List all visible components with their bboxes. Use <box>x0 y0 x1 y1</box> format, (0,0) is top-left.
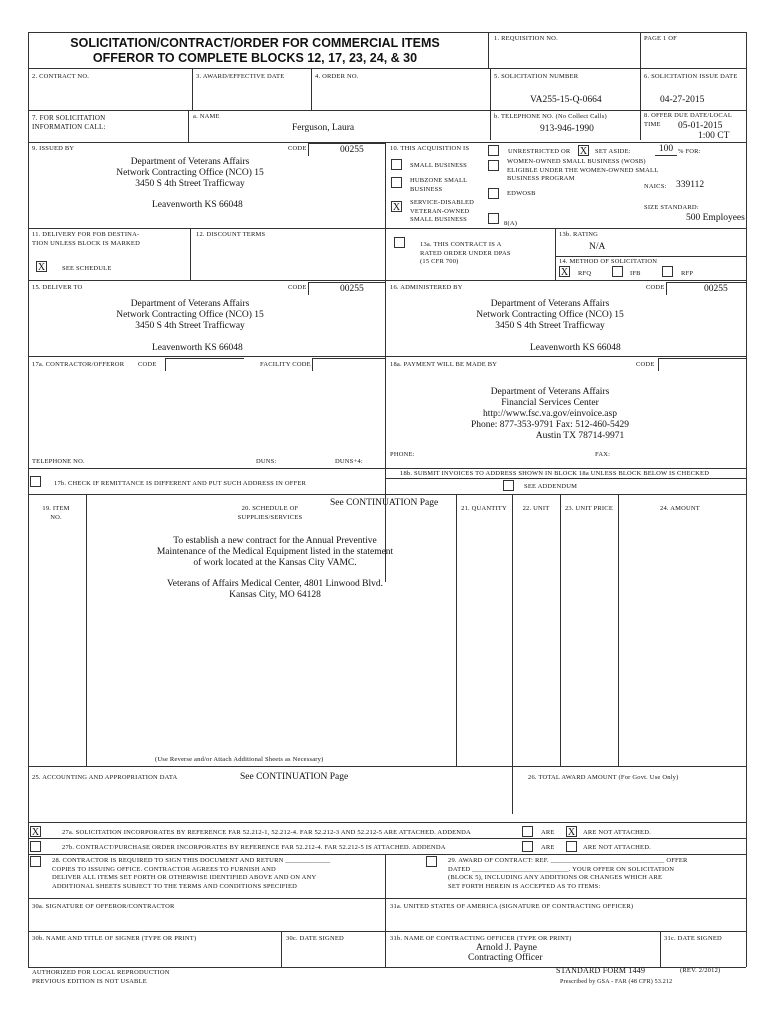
footer-reproduction: AUTHORIZED FOR LOCAL REPRODUCTION <box>32 969 170 976</box>
name-label: a. NAME <box>193 113 220 120</box>
quantity-header: 21. QUANTITY <box>461 505 507 512</box>
co-title: Contracting Officer <box>468 953 543 963</box>
info-call-label: 7. FOR SOLICITATION INFORMATION CALL: <box>32 114 106 131</box>
rated-order-label: 13a. THIS CONTRACT IS A RATED ORDER UNDER DPAS (15 CFR 700) <box>420 241 511 265</box>
reverse-note: (Use Reverse and/or Attach Additional Sheets as Necessary) <box>155 756 324 763</box>
issued-by-code: 00255 <box>340 145 364 155</box>
payment-line: Financial Services Center <box>501 398 599 408</box>
deliver-to-code: 00255 <box>340 284 364 294</box>
administered-by-line: Network Contracting Office (NCO) 15 <box>476 310 624 320</box>
offeror-date-label: 30c. DATE SIGNED <box>286 935 344 942</box>
block-29-checkbox[interactable] <box>426 856 437 867</box>
small-business-label: SMALL BUSINESS <box>410 162 467 169</box>
wosb-label: WOMEN-OWNED SMALL BUSINESS (WOSB) ELIGIBLE UNDER THE WOMEN-OWNED SMALL BUSINESS PROGRAM <box>507 158 659 182</box>
deliver-to-line: Department of Veterans Affairs <box>130 299 250 309</box>
hubzone-label: HUBZONE SMALL BUSINESS <box>410 177 468 193</box>
co-name: Arnold J. Payne <box>476 943 537 953</box>
payment-line: Phone: 877-353-9791 Fax: 512-460-5429 <box>470 420 630 430</box>
acquisition-label: 10. THIS ACQUISITION IS <box>390 145 470 152</box>
set-aside-label: SET ASIDE: <box>595 148 631 155</box>
see-schedule-label: SEE SCHEDULE <box>62 265 112 272</box>
unrestricted-label: UNRESTRICTED OR <box>508 148 571 155</box>
edwosb-label: EDWOSB <box>507 190 536 197</box>
sdvosb-checkbox[interactable]: X <box>392 202 401 213</box>
ifb-label: IFB <box>630 270 641 277</box>
small-business-checkbox[interactable] <box>391 159 402 170</box>
unrestricted-checkbox[interactable] <box>488 145 499 156</box>
27b-are-checkbox[interactable] <box>522 841 533 852</box>
block-28-text <box>52 857 382 891</box>
footer-form-number: STANDARD FORM 1449 <box>556 966 646 975</box>
offer-due-label: 8. OFFER DUE DATE/LOCAL TIME <box>644 112 732 128</box>
requisition-label: 1. REQUISITION NO. <box>494 35 558 42</box>
supplies-header: 20. SCHEDULE OF SUPPLIES/SERVICES <box>237 505 303 521</box>
deliver-to-code-label: CODE <box>288 284 307 291</box>
unit-header: 22. UNIT <box>522 505 550 512</box>
discount-terms-label: 12. DISCOUNT TERMS <box>196 231 266 238</box>
solicitation-number: VA255-15-Q-0664 <box>530 95 602 105</box>
accounting-value: See CONTINUATION Page <box>240 772 349 782</box>
contractor-code-label: CODE <box>138 361 157 368</box>
footer-revision: (REV. 2/2012) <box>680 967 721 974</box>
hubzone-checkbox[interactable] <box>391 177 402 188</box>
block-29-line: 29. AWARD OF CONTRACT: REF. _________________________________ OFFER <box>448 857 688 864</box>
issued-by-code-label: CODE <box>288 145 307 152</box>
issued-by-line: Department of Veterans Affairs <box>130 157 250 167</box>
far-27b-label: 27b. CONTRACT/PURCHASE ORDER INCORPORATES BY REFERENCE FAR 52.212-4. FAR 52.212-5 IS ATTACHED. ADDENDA <box>62 844 446 851</box>
payment-code-label: CODE <box>636 361 655 368</box>
location-line: Kansas City, MO 64128 <box>229 590 321 600</box>
form-title-line2: OFFEROR TO COMPLETE BLOCKS 12, 17, 23, 24, & 30 <box>92 51 418 65</box>
issued-by-address <box>60 157 320 190</box>
rating-label: 13b. RATING <box>559 231 599 238</box>
payment-line: Department of Veterans Affairs <box>490 387 610 397</box>
deliver-to-line: 3450 S 4th Street Trafficway <box>135 321 245 331</box>
administered-by-city: Leavenworth KS 66048 <box>530 343 621 353</box>
issued-by-line: Network Contracting Office (NCO) 15 <box>116 168 264 178</box>
telephone-number: 913-946-1990 <box>540 124 594 134</box>
edwosb-checkbox[interactable] <box>488 188 499 199</box>
payment-address <box>430 387 670 442</box>
far-27b-checkbox[interactable] <box>30 841 41 852</box>
contact-name: Ferguson, Laura <box>292 123 355 133</box>
see-schedule-checkbox[interactable]: X <box>37 262 46 273</box>
item-no-header: 19. ITEM NO. <box>42 505 70 521</box>
delivery-fob-label: 11. DELIVERY FOR FOB DESTINA-TION UNLESS BLOCK IS MARKED <box>32 231 140 247</box>
27a-not-attached-label: ARE NOT ATTACHED. <box>583 829 651 836</box>
award-date-label: 3. AWARD/EFFECTIVE DATE <box>196 73 285 80</box>
eight-a-checkbox[interactable] <box>488 213 499 224</box>
payment-phone-label: PHONE: <box>390 451 415 458</box>
administered-by-address <box>420 299 680 332</box>
issued-by-label: 9. ISSUED BY <box>32 145 75 152</box>
27a-not-attached-checkbox[interactable]: X <box>567 827 576 838</box>
far-27a-checkbox[interactable]: X <box>31 827 40 838</box>
size-standard: 500 Employees <box>686 213 745 223</box>
offer-due-date: 05-01-2015 <box>678 121 723 131</box>
remittance-checkbox[interactable] <box>30 476 41 487</box>
description-line: To establish a new contract for the Annual Preventive <box>173 536 377 546</box>
contract-no-label: 2. CONTRACT NO. <box>32 73 90 80</box>
block-29-line: DATED ____________________________. YOUR OFFER ON SOLICITATION <box>448 865 675 873</box>
wosb-checkbox[interactable] <box>488 160 499 171</box>
telephone-no-label: TELEPHONE NO. <box>32 458 85 465</box>
issued-by-line: 3450 S 4th Street Trafficway <box>135 179 245 189</box>
block-28-line: COPIES TO ISSUING OFFICE. CONTRACTOR AGREES TO FURNISH AND <box>52 865 276 873</box>
ifb-checkbox[interactable] <box>612 266 623 277</box>
schedule-description <box>110 536 440 569</box>
contractor-label: 17a. CONTRACTOR/OFFEROR <box>32 361 125 368</box>
sdvosb-label: SERVICE-DISABLED VETERAN-OWNED SMALL BUSINESS <box>410 199 475 223</box>
signer-name-label: 30b. NAME AND TITLE OF SIGNER (TYPE OR PRINT) <box>32 935 197 942</box>
deliver-to-label: 15. DELIVER TO <box>32 284 83 291</box>
block-29-line: SET FORTH HEREIN IS ACCEPTED AS TO ITEMS: <box>448 882 601 890</box>
location-line: Veterans of Affairs Medical Center, 4801 Linwood Blvd. <box>166 579 384 589</box>
footer-previous-edition: PREVIOUS EDITION IS NOT USABLE <box>32 978 147 985</box>
co-name-label: 31b. NAME OF CONTRACTING OFFICER (TYPE OR PRINT) <box>390 935 572 942</box>
co-date-label: 31c. DATE SIGNED <box>664 935 722 942</box>
administered-by-code: 00255 <box>704 284 728 294</box>
rated-order-checkbox[interactable] <box>394 237 405 248</box>
deliver-to-city: Leavenworth KS 66048 <box>152 343 243 353</box>
block-28-line: DELIVER ALL ITEMS SET FORTH OR OTHERWISE IDENTIFIED ABOVE AND ON ANY <box>52 874 317 881</box>
payment-label: 18a. PAYMENT WILL BE MADE BY <box>390 361 498 368</box>
far-27a-label: 27a. SOLICITATION INCORPORATES BY REFERENCE FAR 52.212-1, 52.212-4. FAR 52.212-3 AND 52.212-5 ARE ATTACHED. ADDENDA <box>62 829 471 836</box>
percent-for-label: % FOR: <box>678 148 701 155</box>
telephone-label: b. TELEPHONE NO. (No Collect Calls) <box>494 113 607 120</box>
27a-are-label: ARE <box>541 829 555 836</box>
duns4-label: DUNS+4: <box>335 458 363 465</box>
order-no-label: 4. ORDER NO. <box>315 73 359 80</box>
facility-code-label: FACILITY CODE <box>260 361 311 368</box>
footer-prescribed: Prescribed by GSA - FAR (48 CFR) 53.212 <box>560 979 673 985</box>
accounting-label: 25. ACCOUNTING AND APPROPRIATION DATA <box>32 774 178 781</box>
set-aside-percent: 100 <box>655 144 677 156</box>
eight-a-label: 8(A) <box>504 220 518 227</box>
form-title-line1: SOLICITATION/CONTRACT/ORDER FOR COMMERCIAL ITEMS <box>70 36 440 50</box>
rfp-checkbox[interactable] <box>662 266 673 277</box>
issue-date-label: 6. SOLICITATION ISSUE DATE <box>644 73 738 80</box>
rating-value: N/A <box>589 242 606 252</box>
offer-due-time: 1:00 CT <box>698 131 730 141</box>
rfq-checkbox[interactable]: X <box>560 267 569 278</box>
method-label: 14. METHOD OF SOLICITATION <box>559 258 658 265</box>
solicitation-no-label: 5. SOLICITATION NUMBER <box>494 73 579 80</box>
form-title <box>40 36 470 66</box>
issue-date: 04-27-2015 <box>660 95 705 105</box>
description-line: of work located at the Kansas City VAMC. <box>193 558 357 568</box>
rfp-label: RFP <box>681 270 694 277</box>
description-line: Maintenance of the Medical Equipment listed in the statement <box>156 547 394 557</box>
schedule-continuation: See CONTINUATION Page <box>330 498 439 508</box>
deliver-to-address <box>60 299 320 332</box>
see-addendum-label: SEE ADDENDUM <box>524 483 578 490</box>
payment-line: Austin TX 78714-9971 <box>535 431 625 441</box>
administered-by-label: 16. ADMINISTERED BY <box>390 284 463 291</box>
27b-not-attached-checkbox[interactable] <box>566 841 577 852</box>
page-label: PAGE 1 OF <box>644 35 677 42</box>
duns-label: DUNS: <box>256 458 277 465</box>
schedule-location <box>110 579 440 601</box>
27a-are-checkbox[interactable] <box>522 826 533 837</box>
naics-code: 339112 <box>676 180 705 190</box>
block-28-line: 28. CONTRACTOR IS REQUIRED TO SIGN THIS DOCUMENT AND RETURN _____________ <box>52 857 331 864</box>
submit-invoices-label: 18b. SUBMIT INVOICES TO ADDRESS SHOWN IN BLOCK 18a UNLESS BLOCK BELOW IS CHECKED <box>400 470 710 477</box>
administered-by-line: 3450 S 4th Street Trafficway <box>495 321 605 331</box>
27b-not-attached-label: ARE NOT ATTACHED. <box>583 844 651 851</box>
offeror-signature-label: 30a. SIGNATURE OF OFFEROR/CONTRACTOR <box>32 903 175 910</box>
block-28-line: ADDITIONAL SHEETS SUBJECT TO THE TERMS AND CONDITIONS SPECIFIED <box>52 882 298 890</box>
issued-by-city: Leavenworth KS 66048 <box>152 200 243 210</box>
unit-price-header: 23. UNIT PRICE <box>564 505 613 512</box>
amount-header: 24. AMOUNT <box>660 505 700 512</box>
rfq-label: RFQ <box>578 270 592 277</box>
naics-label: NAICS: <box>644 183 667 190</box>
total-award-label: 26. TOTAL AWARD AMOUNT (For Govt. Use Only) <box>528 774 679 781</box>
see-addendum-checkbox[interactable] <box>503 480 514 491</box>
size-standard-label: SIZE STANDARD: <box>644 204 699 211</box>
remittance-label: 17b. CHECK IF REMITTANCE IS DIFFERENT AND PUT SUCH ADDRESS IN OFFER <box>54 480 307 487</box>
administered-by-code-label: CODE <box>646 284 665 291</box>
co-signature-label: 31a. UNITED STATES OF AMERICA (SIGNATURE OF CONTRACTING OFFICER) <box>390 903 634 910</box>
deliver-to-line: Network Contracting Office (NCO) 15 <box>116 310 264 320</box>
27b-are-label: ARE <box>541 844 555 851</box>
block-29-text <box>448 857 744 891</box>
block-28-checkbox[interactable] <box>30 856 41 867</box>
payment-fax-label: FAX: <box>595 451 611 458</box>
administered-by-line: Department of Veterans Affairs <box>490 299 610 309</box>
block-29-line: (BLOCK 5), INCLUDING ANY ADDITIONS OR CHANGES WHICH ARE <box>448 874 663 881</box>
payment-line: http://www.fsc.va.gov/einvoice.asp <box>483 409 617 419</box>
set-aside-checkbox[interactable]: X <box>579 146 588 157</box>
